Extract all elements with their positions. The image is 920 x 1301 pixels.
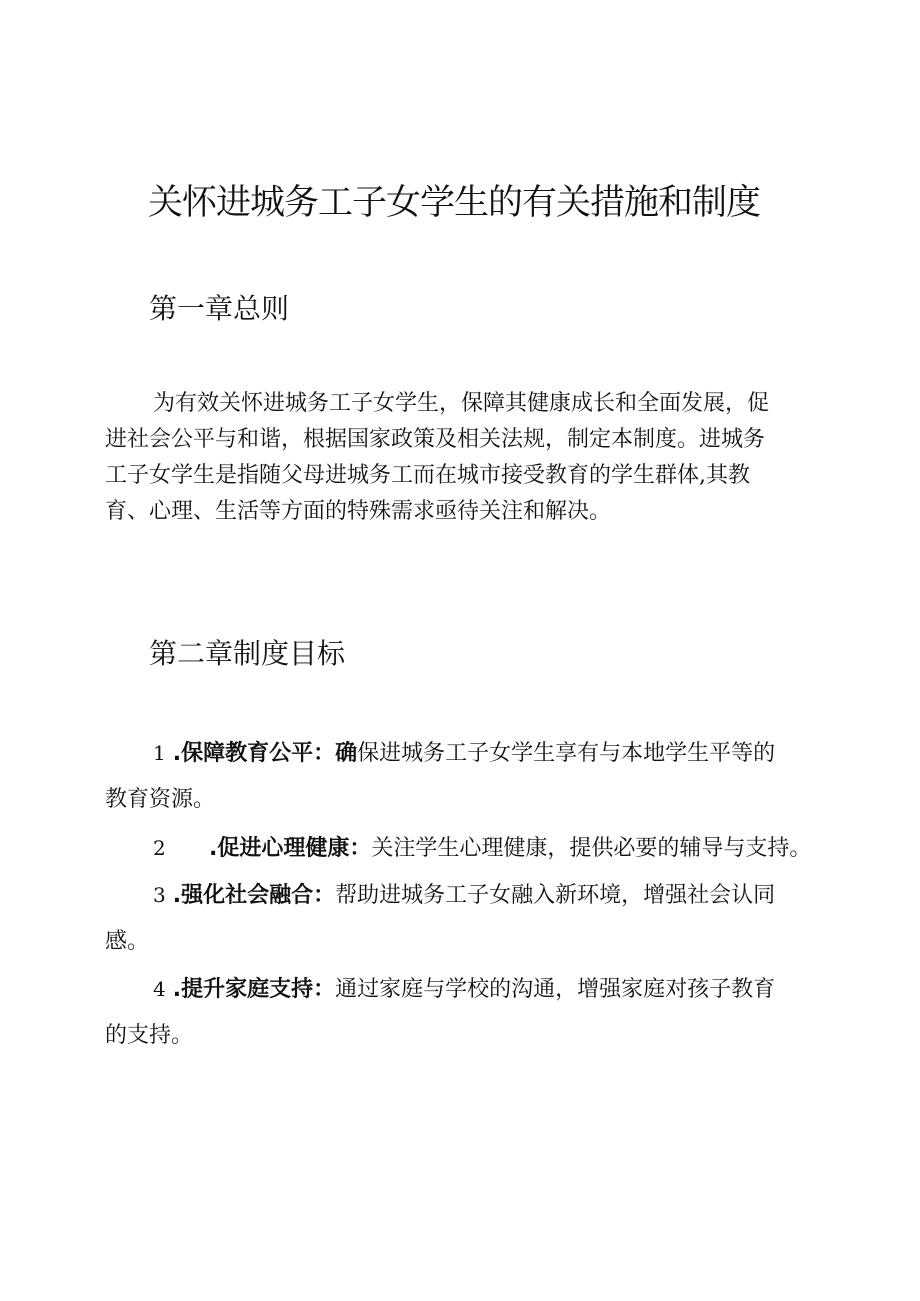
goal-number: 1 [153,741,166,765]
paragraph-line: 育、心理、生活等方面的特殊需求亟待关注和解决。 [105,499,612,524]
goal-first-line [105,966,835,1013]
goal-term: 促进心理健康： [217,836,372,861]
goal-text: 关注学生心理健康，提供必要的辅导与支持。 [371,836,812,861]
goal-continuation: 感。 [105,929,150,954]
goal-text: 帮助进城务工子女融入新环境，增强社会认同 [335,883,776,908]
goal-separator: . [172,883,182,908]
goal-first-line [105,872,835,919]
goal-term: 提升家庭支持： [181,977,336,1002]
goal-number: 3 [153,883,166,907]
document-title: 关怀进城务工子女学生的有关措施和制度 [148,183,761,223]
goal-item-family-support [105,966,835,1059]
goal-number: 2 [153,836,166,860]
goal-text: 通过家庭与学校的沟通，增强家庭对孩子教育 [335,977,776,1002]
goal-text: 保进城务工子女学生享有与本地学生平等的 [357,741,776,766]
goal-number: 4 [153,977,166,1001]
goal-term: 强化社会融合： [181,883,336,908]
chapter-2-heading: 第二章制度目标 [149,637,346,670]
chapter-1-heading: 第一章总则 [149,292,290,325]
goal-continuation: 的支持。 [105,1023,194,1048]
chapter-1-paragraph [105,386,795,530]
goal-term: 保障教育公平：确 [181,741,358,766]
goal-continuation: 教育资源。 [105,787,216,812]
paragraph-line: 为有效关怀进城务工子女学生，保障其健康成长和全面发展，促 [153,391,770,416]
goal-item-mental-health [105,825,835,872]
paragraph-line: 工子女学生是指随父母进城务工而在城市接受教育的学生群体,其教 [105,463,750,488]
goal-separator: . [209,836,218,861]
goal-first-line [105,825,835,872]
paragraph-line: 进社会公平与和谐，根据国家政策及相关法规，制定本制度。进城务 [105,427,766,452]
goal-separator: . [172,741,182,766]
goal-item-education-equity [105,730,835,823]
goal-first-line [105,730,835,777]
goal-item-social-integration [105,872,835,965]
goal-separator: . [172,977,182,1002]
